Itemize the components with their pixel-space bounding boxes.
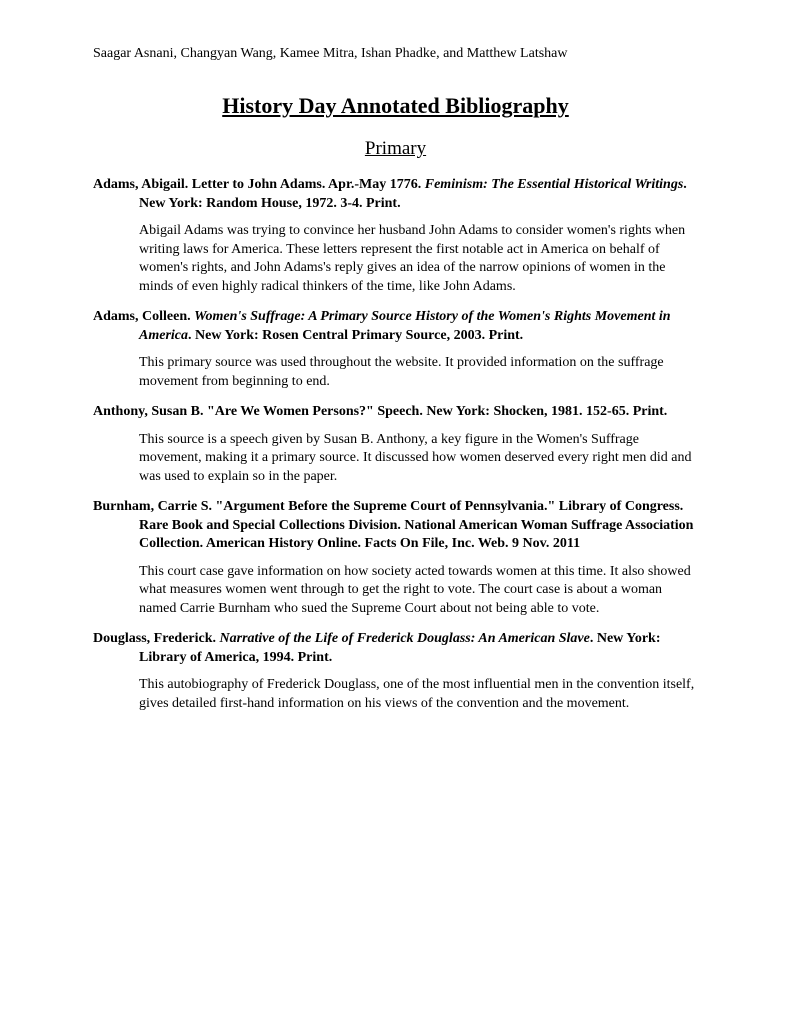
bibliography-entry — [93, 176, 703, 296]
document-title-text: History Day Annotated Bibliography — [222, 93, 569, 118]
citation — [93, 176, 703, 213]
section-heading — [0, 138, 791, 160]
citation-publication: . New York: Random House, 1972. 3-4. Print. — [139, 177, 687, 211]
annotation: This primary source was used throughout the website. It provided information on the suffrage movement from beginning to end. — [139, 355, 664, 389]
annotation: This source is a speech given by Susan B. Anthony, a key figure in the Women's Suffrage movement, making it a primary source. It discussed how women deserved every right men did and was used to explain so in the paper. — [139, 431, 692, 484]
citation — [93, 308, 703, 345]
citation-text: Adams, Abigail. Letter to John Adams. Apr.-May 1776. — [93, 177, 425, 192]
citation-text: Douglass, Frederick. — [93, 631, 220, 646]
citation-publication: . New York: Rosen Central Primary Source, 2003. Print. — [188, 327, 524, 343]
bibliography-entry — [93, 630, 703, 713]
bibliography-entry — [93, 403, 703, 486]
citation — [93, 630, 703, 667]
citation-text: Burnham, Carrie S. "Argument Before the Supreme Court of Pennsylvania." Library of Congress. Rare Book and Special Collections Division. National American Woman Suffrage Association Collection. American History Online. Facts On File, Inc. Web. 9 Nov. 2011 — [93, 499, 694, 551]
bibliography-entry — [93, 498, 703, 618]
section-heading-text: Primary — [364, 138, 427, 159]
citation — [93, 498, 703, 554]
document-title — [0, 93, 791, 119]
citation-publication: . New York: Library of America, 1994. Print. — [139, 631, 661, 665]
bibliography-entry — [93, 308, 703, 391]
annotation: Abigail Adams was trying to convince her husband John Adams to consider women's rights when writing laws for America. These letters represent the first notable act in America on behalf of women's rights, and John Adams's reply gives an idea of the narrow opinions of women in the minds of even highly radical thinkers of the time, like John Adams. — [139, 223, 686, 294]
authors-header: Saagar Asnani, Changyan Wang, Kamee Mitra, Ishan Phadke, and Matthew Latshaw — [93, 46, 568, 61]
citation-text: Anthony, Susan B. "Are We Women Persons?" Speech. New York: Shocken, 1981. 152-65. Print. — [93, 404, 668, 419]
bibliography-list — [93, 176, 703, 725]
citation-work-title: Women's Suffrage: A Primary Source History of the Women's Rights Movement in America — [139, 309, 671, 343]
citation — [93, 403, 703, 422]
citation-work-title: Feminism: The Essential Historical Writings — [424, 177, 684, 192]
citation-text: Adams, Colleen. — [93, 309, 195, 324]
annotation: This court case gave information on how society acted towards women at this time. It also showed what measures women went through to get the right to vote. The court case is about a woman named Carrie Burnham who sued the Supreme Court about not being able to vote. — [139, 563, 691, 616]
citation-work-title: Narrative of the Life of Frederick Douglass: An American Slave — [219, 631, 590, 646]
annotation: This autobiography of Frederick Douglass, one of the most influential men in the convention itself, gives detailed first-hand information on his views of the convention and the movement. — [139, 677, 695, 711]
